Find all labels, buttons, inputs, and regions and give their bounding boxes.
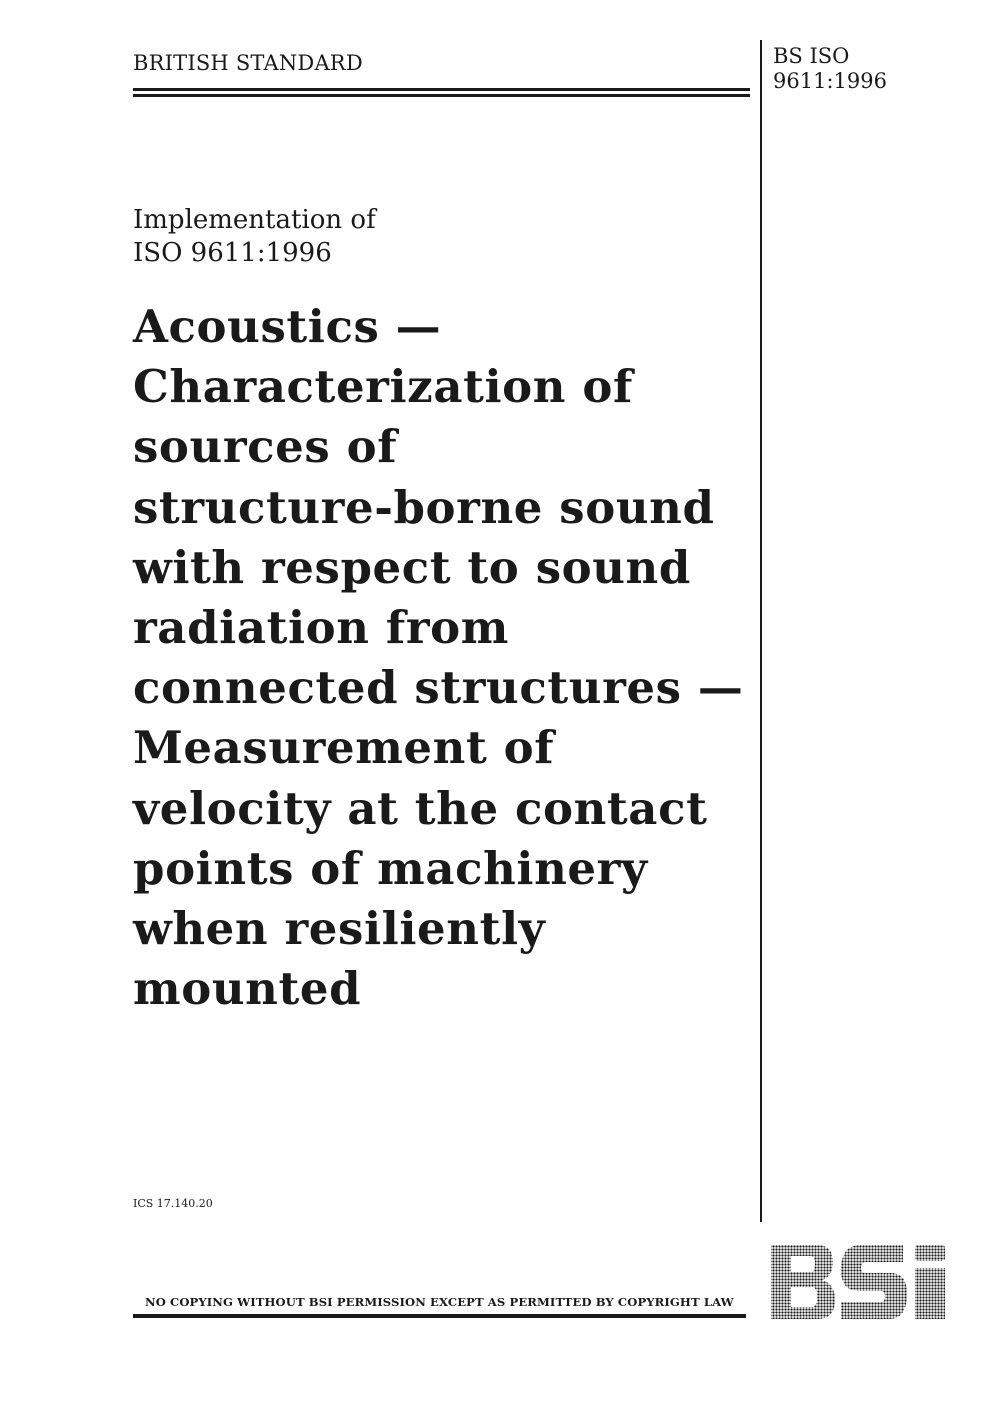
title-line: Measurement of xyxy=(133,721,555,775)
title-line: Acoustics — xyxy=(133,300,442,353)
title-line: structure-borne sound xyxy=(133,480,715,534)
title-line: sources of xyxy=(133,420,398,474)
implementation-note xyxy=(133,204,376,270)
standard-number-line2: 9611:1996 xyxy=(773,69,887,93)
standard-number-line1: BS ISO xyxy=(773,44,850,68)
title-line: when resiliently xyxy=(133,902,546,956)
title-line: with respect to sound xyxy=(133,540,691,594)
implementation-line1: Implementation of xyxy=(133,205,376,235)
title-line: points of machinery xyxy=(133,841,648,895)
column-divider xyxy=(760,40,762,1222)
title-line: radiation from xyxy=(133,601,509,655)
title-line: velocity at the contact xyxy=(133,781,708,835)
title-line: Characterization of xyxy=(133,360,633,414)
standard-number xyxy=(773,44,887,94)
footer-rule xyxy=(133,1314,746,1318)
document-title xyxy=(133,297,753,1019)
copyright-notice: NO COPYING WITHOUT BSI PERMISSION EXCEPT AS PERMITTED BY COPYRIGHT LAW xyxy=(145,1295,734,1309)
implementation-line2: ISO 9611:1996 xyxy=(133,238,332,268)
header-rule-bottom xyxy=(133,94,750,97)
header-rule-top xyxy=(133,88,750,91)
header-label: BRITISH STANDARD xyxy=(133,51,363,75)
title-line: mounted xyxy=(133,962,362,1016)
title-line: connected structures — xyxy=(133,661,744,715)
ics-code: ICS 17.140.20 xyxy=(133,1197,213,1210)
bsi-logo-icon xyxy=(769,1242,947,1322)
